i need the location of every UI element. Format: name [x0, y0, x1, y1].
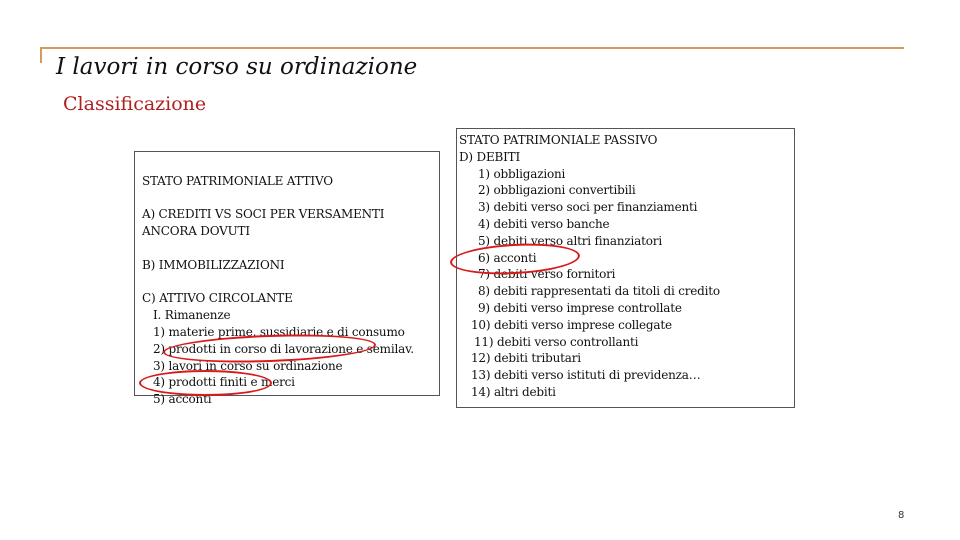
passivo-item: 5) debiti verso altri finanziatori: [478, 233, 662, 248]
attivo-section-a-line2: ANCORA DOVUTI: [142, 224, 250, 239]
passivo-item: 13) debiti verso istituti di previdenza…: [471, 368, 701, 383]
passivo-item: 6) acconti: [478, 250, 537, 265]
page-number: 8: [898, 510, 905, 521]
slide-title: I lavori in corso su ordinazione: [56, 54, 418, 80]
attivo-item: 2) prodotti in corso di lavorazione e semilav.: [153, 341, 414, 356]
passivo-heading: STATO PATRIMONIALE PASSIVO: [459, 133, 658, 147]
highlight-ellipse-acconti-attivo: [139, 370, 272, 396]
passivo-item: 10) debiti verso imprese collegate: [471, 317, 672, 332]
passivo-item: 11) debiti verso controllanti: [474, 334, 639, 349]
attivo-section-b: B) IMMOBILIZZAZIONI: [142, 257, 285, 272]
passivo-item: 2) obbligazioni convertibili: [478, 183, 636, 198]
passivo-section-d: D) DEBITI: [459, 149, 521, 164]
passivo-item: 14) altri debiti: [471, 384, 556, 399]
passivo-item: 8) debiti rappresentati da titoli di credito: [478, 284, 720, 299]
header-rule-tick: [40, 47, 42, 63]
passivo-item: 3) debiti verso soci per finanziamenti: [478, 200, 698, 215]
attivo-item: 3) lavori in corso su ordinazione: [153, 358, 343, 373]
passivo-item: 1) obbligazioni: [478, 166, 566, 181]
attivo-item: 1) materie prime, sussidiarie e di consumo: [153, 324, 405, 339]
attivo-section-c: C) ATTIVO CIRCOLANTE: [142, 291, 293, 306]
passivo-item: 7) debiti verso fornitori: [478, 267, 616, 282]
passivo-item: 12) debiti tributari: [471, 351, 581, 366]
passivo-item: 4) debiti verso banche: [478, 216, 610, 231]
attivo-item: 5) acconti: [153, 392, 212, 407]
passivo-item: 9) debiti verso imprese controllate: [478, 300, 682, 315]
attivo-item: 4) prodotti finiti e merci: [153, 375, 295, 390]
header-rule: [40, 47, 904, 49]
slide-subtitle: Classificazione: [63, 93, 207, 115]
attivo-heading: STATO PATRIMONIALE ATTIVO: [142, 173, 333, 188]
attivo-section-a-line1: A) CREDITI VS SOCI PER VERSAMENTI: [142, 207, 385, 222]
attivo-rimanenze: I. Rimanenze: [153, 308, 231, 323]
